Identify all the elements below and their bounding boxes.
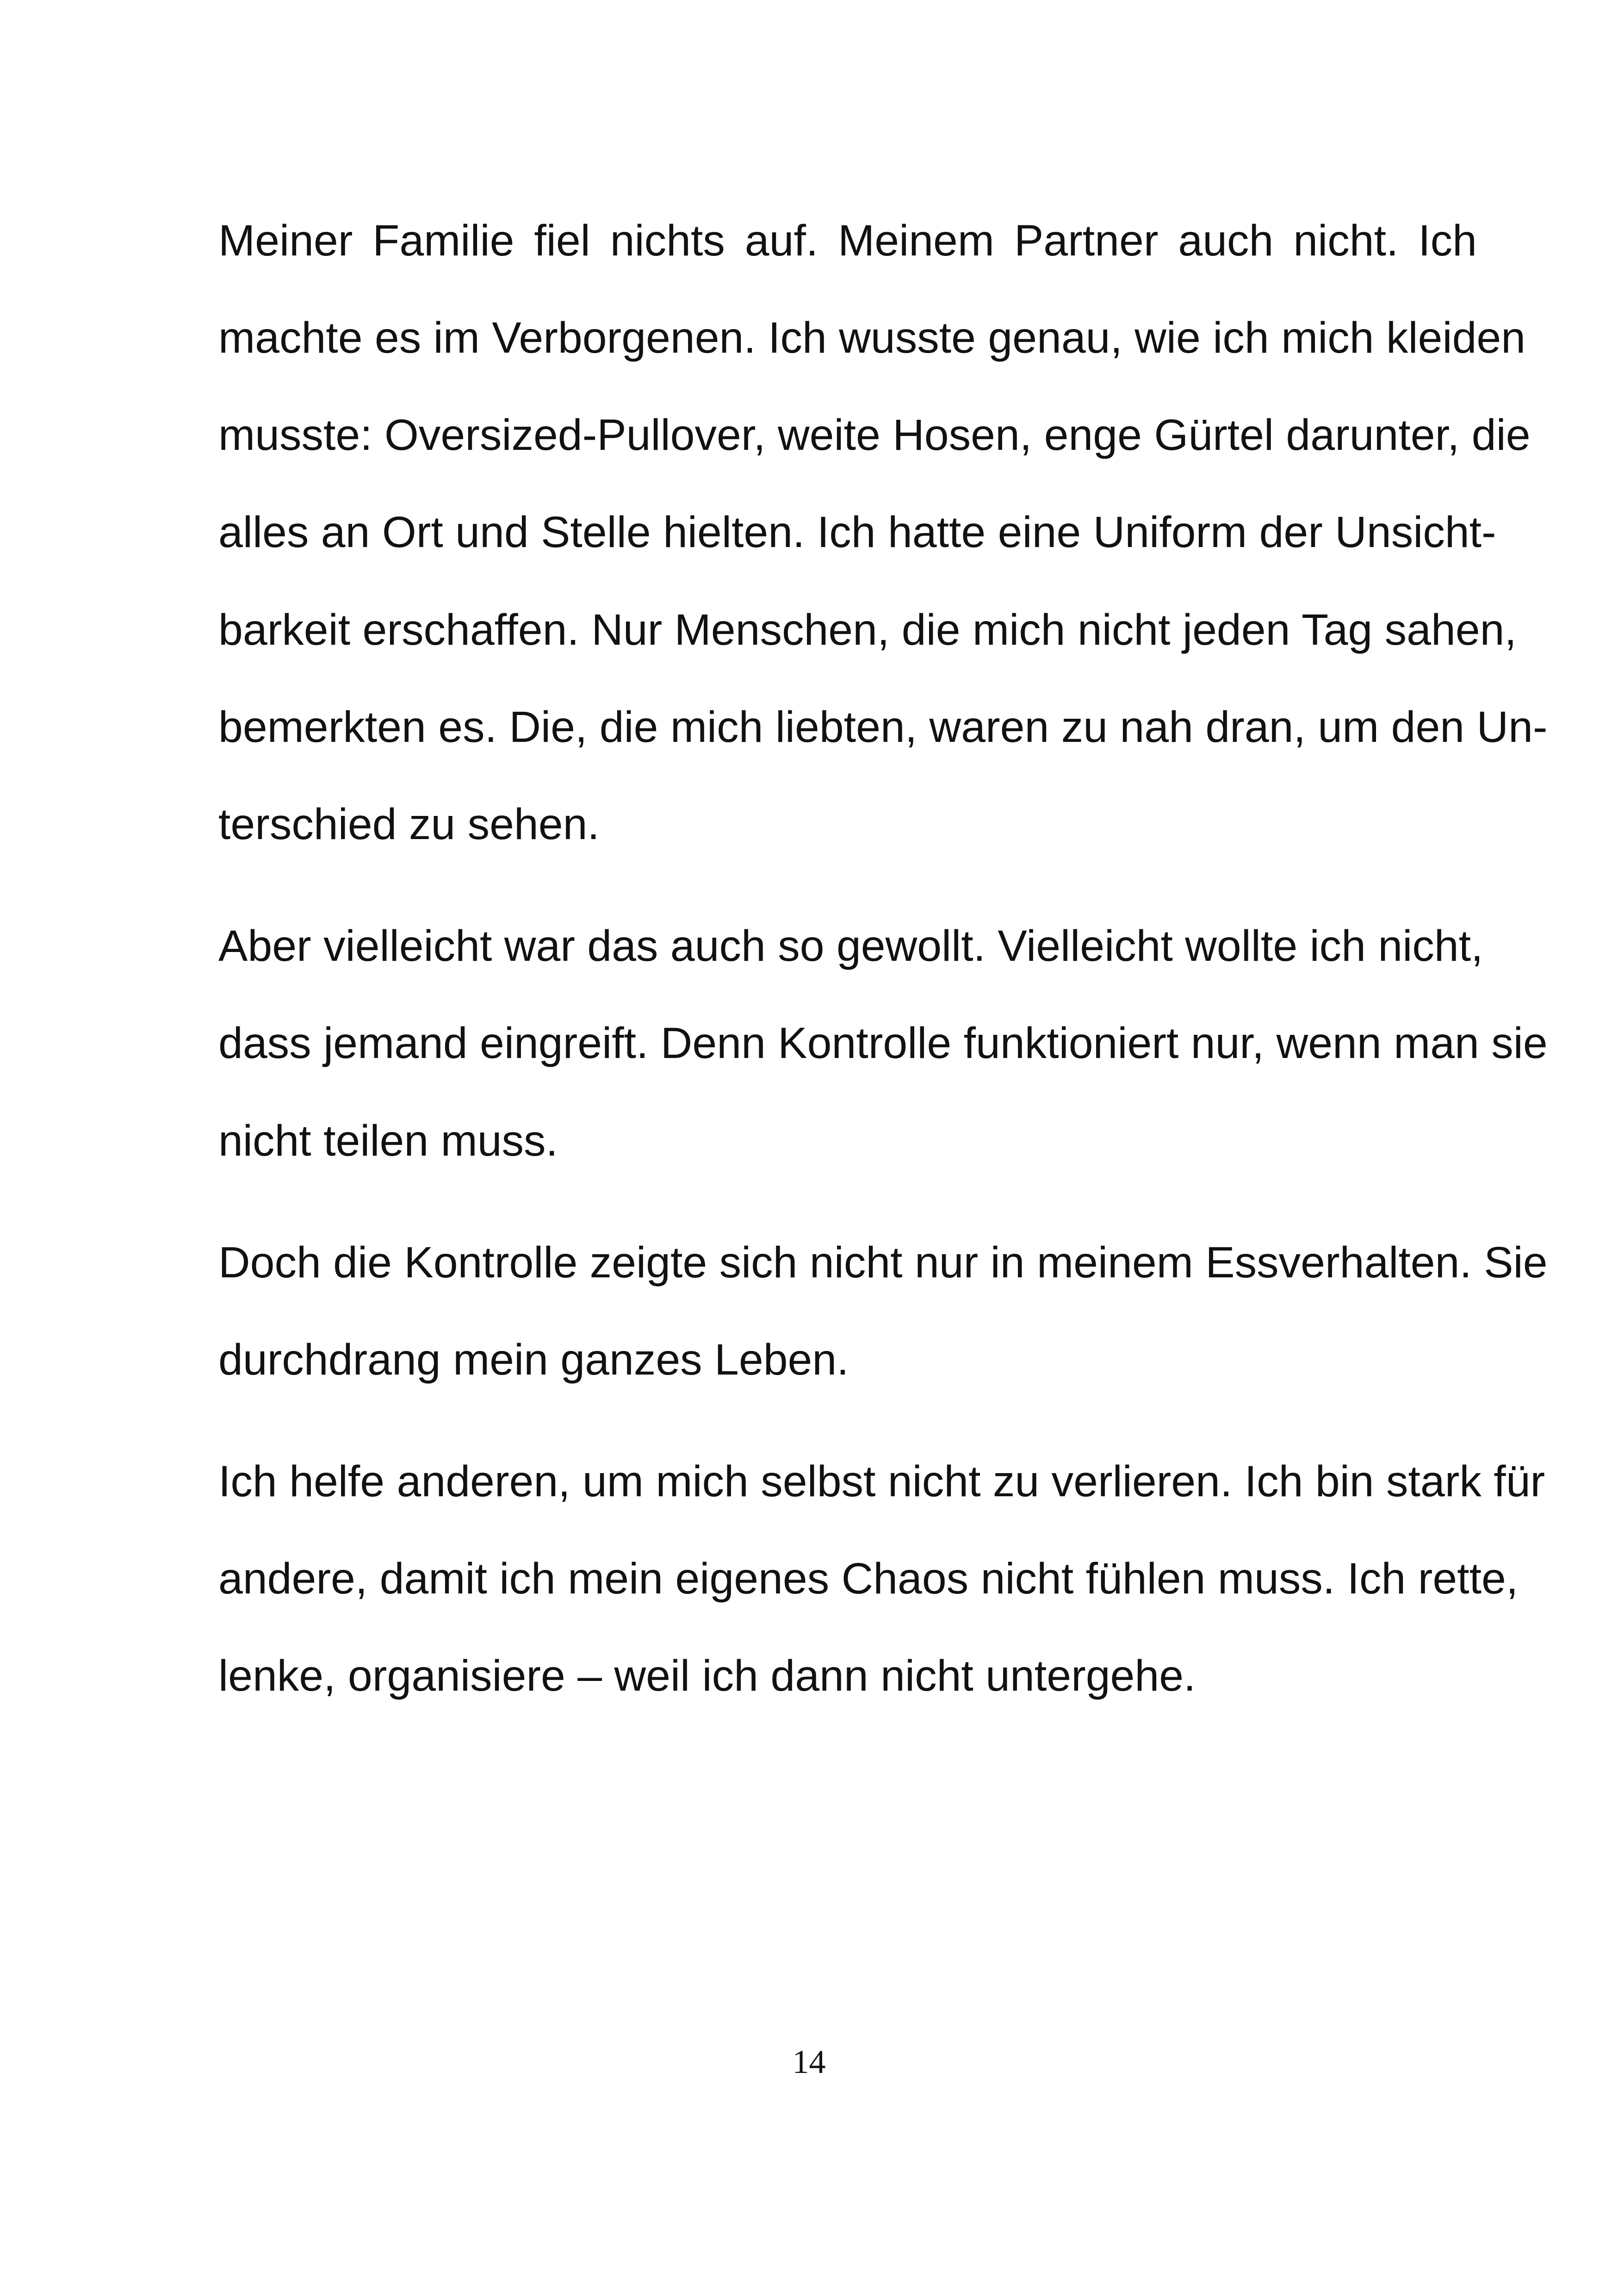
text-line: alles an Ort und Stelle hielten. Ich hatte eine Uniform der Unsicht- (218, 508, 1496, 557)
text-line: bemerkten es. Die, die mich liebten, waren zu nah dran, um den Un- (218, 703, 1548, 752)
text-line: lenke, organisiere – weil ich dann nicht untergehe. (218, 1651, 1196, 1700)
text-line: Aber vielleicht war das auch so gewollt. Vielleicht wollte ich nicht, (218, 921, 1483, 971)
text-line: terschied zu sehen. (218, 800, 600, 849)
text-line: nicht teilen muss. (218, 1116, 558, 1165)
text-line: machte es im Verborgenen. Ich wusste genau, wie ich mich kleiden (218, 313, 1526, 362)
text-line: barkeit erschaffen. Nur Menschen, die mich nicht jeden Tag sahen, (218, 605, 1517, 654)
text-line: dass jemand eingreift. Denn Kontrolle funktioniert nur, wenn man sie (218, 1019, 1548, 1068)
text-line: andere, damit ich mein eigenes Chaos nicht fühlen muss. Ich rette, (218, 1554, 1519, 1603)
page-number: 14 (792, 2043, 826, 2080)
text-line: durchdrang mein ganzes Leben. (218, 1335, 849, 1384)
text-line: musste: Oversized-Pullover, weite Hosen, enge Gürtel darunter, die (218, 411, 1531, 460)
text-line: Doch die Kontrolle zeigte sich nicht nur in meinem Essverhalten. Sie (218, 1238, 1548, 1287)
text-line: Meiner Familie fiel nichts auf. Meinem Partner auch nicht. Ich (218, 216, 1477, 265)
text-line: Ich helfe anderen, um mich selbst nicht zu verlieren. Ich bin stark für (218, 1457, 1545, 1506)
